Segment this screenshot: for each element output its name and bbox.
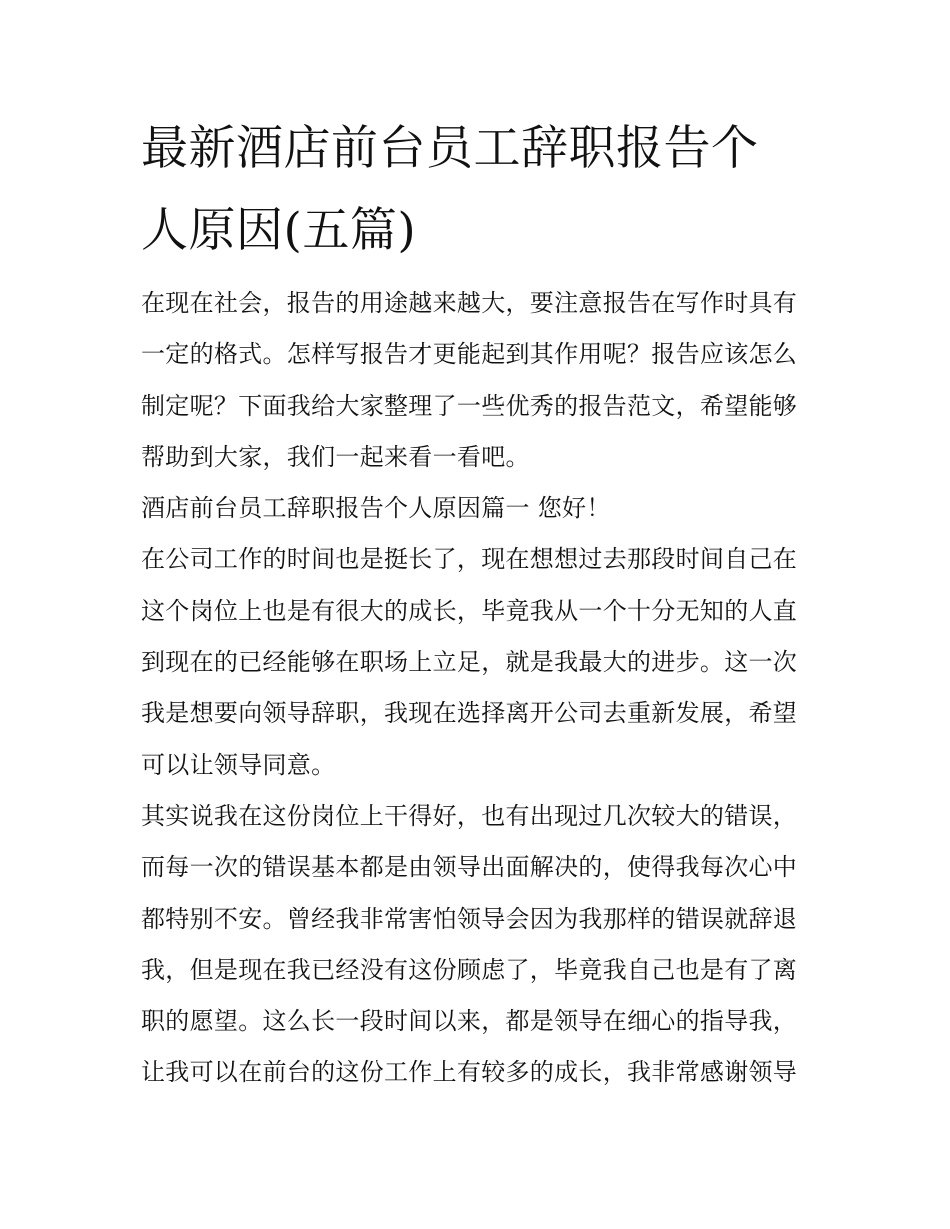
document-body [141, 278, 821, 1099]
paragraph-mistakes: 其实说我在这份岗位上干得好，也有出现过几次较大的错误， 而每一次的错误基本都是由领导出面解决的，使得我每次心中 都特别不安。曾经我非常害怕领导会因为我那样的错误就辞退 我，但是现在我已经没有这份顾虑了，毕竟我自己也是有了离 职的愿望。这么长一段时间以来，都是领导在细心的指导我， 让我可以在前台的这份工作上有较多的成长，我非常感谢领导 [141, 801, 798, 1087]
document-page [141, 108, 821, 1099]
paragraph-work-time: 在公司工作的时间也是挺长了，现在想想过去那段时间自己在 这个岗位上也是有很大的成长，毕竟我从一个十分无知的人直 到现在的已经能够在职场上立足，就是我最大的进步。这一次 我是想要向领导辞职，我现在选择离开公司去重新发展，希望 可以让领导同意。 [141, 545, 798, 779]
paragraph-intro: 在现在社会，报告的用途越来越大，要注意报告在写作时具有 一定的格式。怎样写报告才更能起到其作用呢？报告应该怎么 制定呢？下面我给大家整理了一些优秀的报告范文，希望能够 帮助到大家，我们一起来看一看吧。 [141, 289, 798, 471]
paragraph-heading-greeting: 酒店前台员工辞职报告个人原因篇一 您好！ [141, 494, 611, 523]
document-title: 最新酒店前台员工辞职报告个 人原因(五篇) [141, 121, 759, 258]
